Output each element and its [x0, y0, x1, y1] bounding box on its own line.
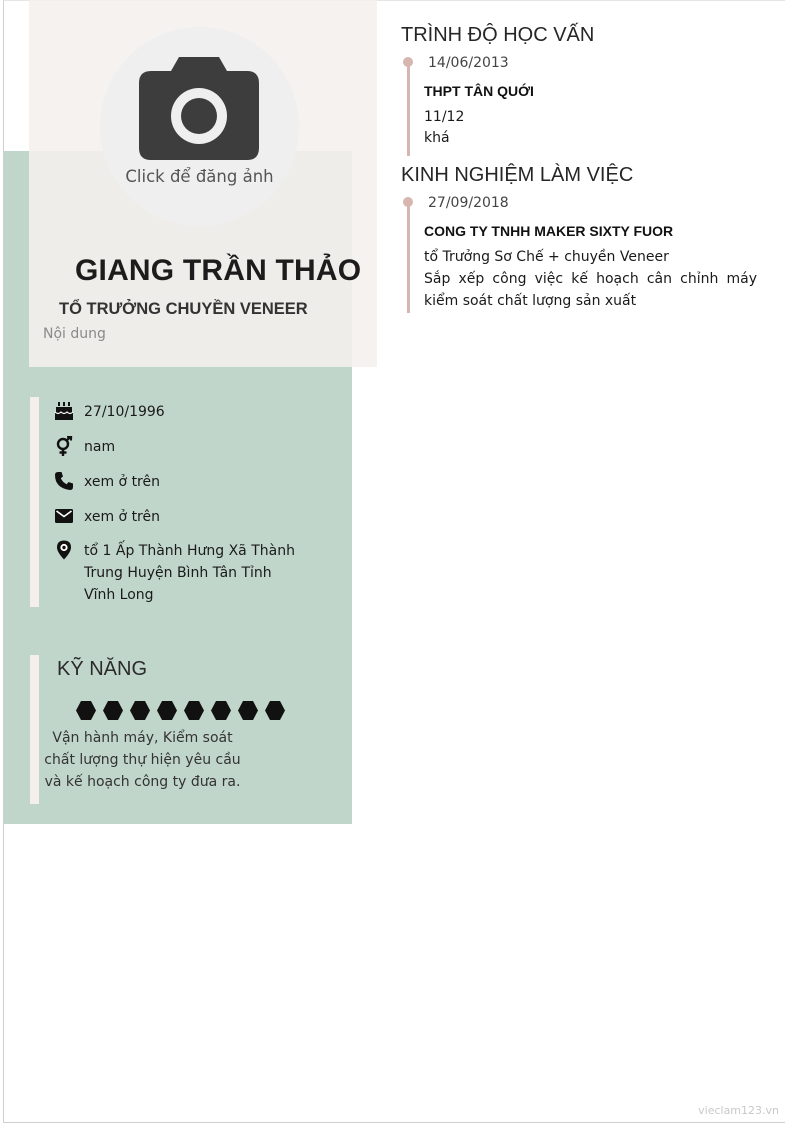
education-timeline-dot — [403, 57, 413, 67]
education-timeline-line — [407, 62, 410, 156]
phone-icon — [54, 471, 74, 491]
education-title: TRÌNH ĐỘ HỌC VẤN — [401, 24, 595, 46]
gender-value: nam — [84, 439, 116, 455]
experience-date: 27/09/2018 — [428, 195, 509, 211]
address-value: tổ 1 Ấp Thành Hưng Xã Thành Trung Huyện Bình Tân Tỉnh Vĩnh Long — [84, 543, 295, 603]
birthday-value: 27/10/1996 — [84, 404, 165, 420]
gender-icon — [54, 436, 74, 456]
education-school: THPT TÂN QUỚI — [424, 83, 534, 99]
skill-rating-hex — [184, 701, 204, 720]
skill-rating-hex — [211, 701, 231, 720]
location-pin-icon — [54, 540, 74, 560]
contact-accent-bar — [30, 397, 39, 607]
watermark: vieclam123.vn — [698, 1104, 779, 1117]
skill-rating — [76, 701, 285, 720]
contact-birthday — [54, 401, 165, 423]
email-value: xem ở trên — [84, 509, 160, 525]
contact-email — [54, 506, 160, 528]
skills-accent-bar — [30, 655, 39, 804]
summary-placeholder[interactable]: Nội dung — [43, 326, 106, 342]
skill-rating-hex — [157, 701, 177, 720]
skill-rating-hex — [265, 701, 285, 720]
experience-timeline-dot — [403, 197, 413, 207]
skills-description: Vận hành máy, Kiểm soát chất lượng thự hiện yêu cầu và kế hoạch công ty đưa ra. — [44, 730, 241, 790]
education-grade: 11/12 — [424, 109, 465, 125]
camera-icon[interactable] — [139, 57, 259, 160]
education-result: khá — [424, 130, 450, 146]
candidate-name: GIANG TRẦN THẢO — [75, 254, 362, 287]
skill-rating-hex — [238, 701, 258, 720]
job-title: TỔ TRƯỞNG CHUYỀN VENEER — [59, 300, 308, 318]
mail-icon — [54, 506, 74, 526]
phone-value: xem ở trên — [84, 474, 160, 490]
photo-upload-label[interactable]: Click để đăng ảnh — [125, 167, 274, 186]
contact-phone — [54, 471, 160, 493]
experience-description: Sắp xếp công việc kế hoạch cân chỉnh máy kiểm soát chất lượng sản xuất — [424, 271, 757, 309]
experience-title: KINH NGHIỆM LÀM VIỆC — [401, 164, 634, 186]
contact-gender — [54, 436, 115, 458]
experience-timeline-line — [407, 202, 410, 313]
skills-title: KỸ NĂNG — [57, 658, 148, 680]
skill-rating-hex — [76, 701, 96, 720]
experience-position: tổ Trưởng Sơ Chế + chuyền Veneer — [424, 249, 669, 265]
experience-company: CONG TY TNHH MAKER SIXTY FUOR — [424, 223, 674, 239]
contact-address — [54, 540, 304, 606]
skill-rating-hex — [130, 701, 150, 720]
skill-rating-hex — [103, 701, 123, 720]
education-date: 14/06/2013 — [428, 55, 509, 71]
cake-icon — [54, 401, 74, 421]
